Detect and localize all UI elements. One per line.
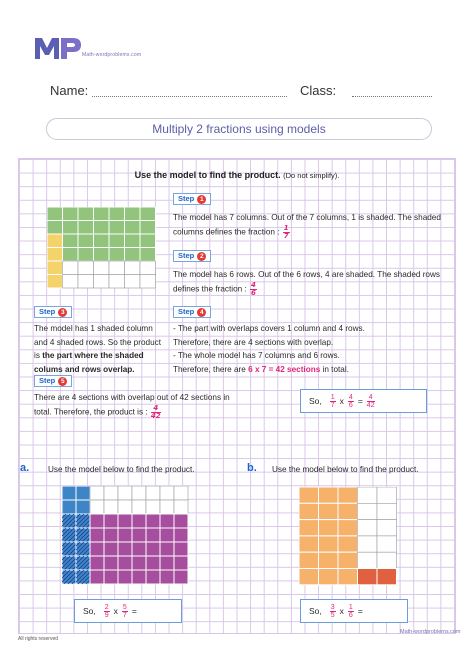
model-cell (132, 570, 146, 584)
model-cell (146, 514, 160, 528)
example-answer-box (300, 389, 427, 413)
instruction (0, 170, 474, 180)
model-cell (319, 520, 339, 536)
model-cell (104, 514, 118, 528)
example-fraction-a: $\frac{1}{7}$ (330, 393, 335, 409)
question-b-times: x (339, 606, 344, 616)
class-label: Class: (300, 83, 337, 98)
model-cell (174, 556, 188, 570)
model-cell (109, 234, 125, 248)
step-4-number: 4 (197, 308, 206, 317)
model-cell (319, 536, 339, 552)
model-cell (104, 528, 118, 542)
model-cell (125, 248, 141, 262)
model-cell (377, 503, 397, 519)
model-cell (62, 500, 76, 514)
step-2-answer: $\frac{4}{6}$ (251, 280, 256, 297)
model-cell (299, 536, 319, 552)
model-cell (94, 248, 110, 262)
model-cell (377, 536, 397, 552)
model-cell (118, 486, 132, 500)
model-cell (132, 514, 146, 528)
question-b-text: Use the model below to find the product. (272, 465, 419, 474)
step-3-body: The model has 1 shaded column and 4 shaded rows. So the product is (34, 324, 161, 361)
example-times: x (339, 396, 344, 406)
step-4-line-2: - The whole model has 7 columns and 6 rows. Therefore, there are 6 x 7 = 42 sections in total. (173, 351, 349, 374)
model-cell (76, 500, 90, 514)
model-cell (140, 207, 156, 221)
model-cell (358, 520, 378, 536)
model-cell (146, 542, 160, 556)
model-cell (319, 487, 339, 503)
model-cell (90, 556, 104, 570)
name-field[interactable] (92, 96, 287, 97)
step-5-number: 5 (58, 377, 67, 386)
model-cell (160, 486, 174, 500)
logo-icon (34, 36, 82, 60)
step-2-text (173, 268, 458, 297)
model-cell (319, 552, 339, 568)
model-cell (338, 487, 358, 503)
model-cell (94, 275, 110, 289)
step-5-answer: $\frac{4}{42}$ (150, 403, 161, 420)
step-1-badge (173, 193, 211, 205)
question-a-times: x (113, 606, 118, 616)
model-cell (47, 234, 63, 248)
model-cell (78, 234, 94, 248)
model-cell (125, 221, 141, 235)
model-cell (174, 570, 188, 584)
model-cell (78, 221, 94, 235)
model-cell (140, 275, 156, 289)
step-2-badge (173, 250, 211, 262)
model-cell (94, 207, 110, 221)
step-5-body: There are 4 sections with overlap out of 42 sections in total. Therefore, the product is : (34, 393, 230, 417)
model-cell (47, 248, 63, 262)
model-cell (94, 234, 110, 248)
model-cell (104, 570, 118, 584)
model-cell (118, 570, 132, 584)
model-cell (160, 570, 174, 584)
model-cell (63, 261, 79, 275)
model-cell (94, 261, 110, 275)
model-cell (118, 500, 132, 514)
model-cell (104, 486, 118, 500)
step-2-body: The model has 6 rows. Out of the 6 rows, 4 are shaded. The shaded rows defines the fraction : (173, 270, 440, 294)
step-3-label: Step (39, 307, 56, 316)
model-cell (118, 556, 132, 570)
model-cell (125, 275, 141, 289)
model-cell (174, 542, 188, 556)
model-cell (358, 569, 378, 585)
model-cell (174, 486, 188, 500)
model-cell (338, 552, 358, 568)
step-1-body: The model has 7 columns. Out of the 7 columns, 1 is shaded. The shaded columns defines the fraction : (173, 213, 441, 237)
model-cell (377, 552, 397, 568)
question-a-model (62, 486, 192, 586)
step-3-badge (34, 306, 72, 318)
question-a-fraction-2: $\frac{5}{7}$ (122, 603, 127, 619)
model-cell (94, 221, 110, 235)
model-cell (319, 503, 339, 519)
model-cell (299, 487, 319, 503)
model-cell (118, 528, 132, 542)
step-4-text (173, 322, 373, 376)
model-cell (78, 207, 94, 221)
model-cell (146, 528, 160, 542)
model-cell (104, 542, 118, 556)
step-3-emphasis: the part where the shaded colums and rows overlap. (34, 351, 144, 374)
model-cell (140, 261, 156, 275)
model-cell (63, 207, 79, 221)
model-cell (63, 234, 79, 248)
question-b-so-label: So, (309, 606, 322, 616)
step-5-badge (34, 375, 72, 387)
model-cell (358, 552, 378, 568)
model-cell (90, 528, 104, 542)
question-b-label: b. (247, 462, 257, 474)
name-label: Name: (50, 83, 89, 98)
question-b-model (299, 487, 399, 587)
model-cell (90, 514, 104, 528)
model-cell (338, 569, 358, 585)
model-cell (118, 542, 132, 556)
model-cell (62, 486, 76, 500)
step-1-label: Step (178, 194, 195, 203)
model-cell (125, 207, 141, 221)
model-cell (160, 500, 174, 514)
step-3-text (34, 322, 166, 376)
model-cell (132, 486, 146, 500)
example-result: $\frac{4}{42}$ (366, 393, 375, 409)
model-cell (377, 569, 397, 585)
model-cell (104, 500, 118, 514)
model-cell (140, 221, 156, 235)
model-cell (132, 528, 146, 542)
model-cell (109, 221, 125, 235)
model-cell (160, 556, 174, 570)
model-cell (78, 248, 94, 262)
model-cell (140, 234, 156, 248)
model-cell (132, 556, 146, 570)
step-2-label: Step (178, 251, 195, 260)
class-field[interactable] (352, 96, 432, 97)
model-cell (160, 514, 174, 528)
model-cell (47, 207, 63, 221)
model-cell (90, 542, 104, 556)
model-cell (63, 275, 79, 289)
model-cell (358, 536, 378, 552)
model-cell (174, 514, 188, 528)
step-4-highlight: 6 x 7 = 42 sections (248, 364, 321, 374)
model-cell (338, 520, 358, 536)
question-a-equals: = (131, 606, 137, 616)
step-4-badge (173, 306, 211, 318)
model-cell (90, 486, 104, 500)
question-b-equals: = (357, 606, 363, 616)
model-cell (338, 503, 358, 519)
question-a-label: a. (20, 462, 30, 474)
model-cell (338, 536, 358, 552)
instruction-main: Use the model to find the product. (134, 170, 281, 180)
model-cell (160, 542, 174, 556)
logo-subtitle: Math-wordproblems.com (82, 52, 142, 58)
model-cell (140, 248, 156, 262)
example-model (47, 207, 157, 291)
step-2-number: 2 (197, 252, 206, 261)
model-cell (146, 500, 160, 514)
model-cell (47, 221, 63, 235)
model-cell (174, 500, 188, 514)
model-cell (76, 486, 90, 500)
page-title: Multiply 2 fractions using models (46, 118, 432, 140)
model-cell (78, 261, 94, 275)
model-cell (146, 570, 160, 584)
model-cell (125, 234, 141, 248)
model-cell (146, 486, 160, 500)
question-b-fraction-2: $\frac{1}{6}$ (348, 603, 353, 619)
question-a-fraction-1: $\frac{2}{9}$ (104, 603, 109, 619)
model-cell (104, 556, 118, 570)
model-cell (299, 503, 319, 519)
model-cell (63, 248, 79, 262)
model-cell (174, 528, 188, 542)
step-1-answer: $\frac{1}{7}$ (283, 223, 289, 240)
step-5-label: Step (39, 376, 56, 385)
model-cell (146, 556, 160, 570)
model-cell (125, 261, 141, 275)
question-a-answer-box[interactable] (74, 599, 182, 623)
model-cell (299, 552, 319, 568)
model-cell (132, 542, 146, 556)
model-cell (377, 520, 397, 536)
model-cell (358, 487, 378, 503)
step-1-text (173, 211, 458, 240)
model-cell (109, 275, 125, 289)
model-cell (299, 520, 319, 536)
model-cell (90, 570, 104, 584)
model-cell (358, 503, 378, 519)
question-b-fraction-1: $\frac{3}{5}$ (330, 603, 335, 619)
step-1-number: 1 (197, 195, 206, 204)
model-cell (160, 528, 174, 542)
model-cell (109, 248, 125, 262)
model-cell (132, 500, 146, 514)
step-3-number: 3 (58, 308, 67, 317)
model-cell (118, 514, 132, 528)
model-cell (299, 569, 319, 585)
example-equals: = (357, 396, 363, 406)
model-cell (109, 207, 125, 221)
example-so-label: So, (309, 396, 322, 406)
model-cell (78, 275, 94, 289)
model-cell (47, 275, 63, 289)
model-cell (47, 261, 63, 275)
model-cell (319, 569, 339, 585)
step-4-label: Step (178, 307, 195, 316)
step-4-line-1: - The part with overlaps covers 1 column and 4 rows. Therefore, there are 4 sections with overlap. (173, 324, 365, 347)
model-cell (63, 221, 79, 235)
model-cell (109, 261, 125, 275)
question-a-text: Use the model below to find the product. (48, 465, 195, 474)
question-a-so-label: So, (83, 606, 96, 616)
step-5-text (34, 391, 244, 420)
question-b-answer-box[interactable] (300, 599, 408, 623)
instruction-sub: (Do not simplify). (283, 171, 340, 180)
model-cell (90, 500, 104, 514)
footer-site: Math-wordproblems.com (400, 629, 461, 635)
footer-copyright: All rights reserved (18, 636, 59, 642)
example-fraction-b: $\frac{4}{6}$ (348, 393, 353, 409)
model-cell (377, 487, 397, 503)
